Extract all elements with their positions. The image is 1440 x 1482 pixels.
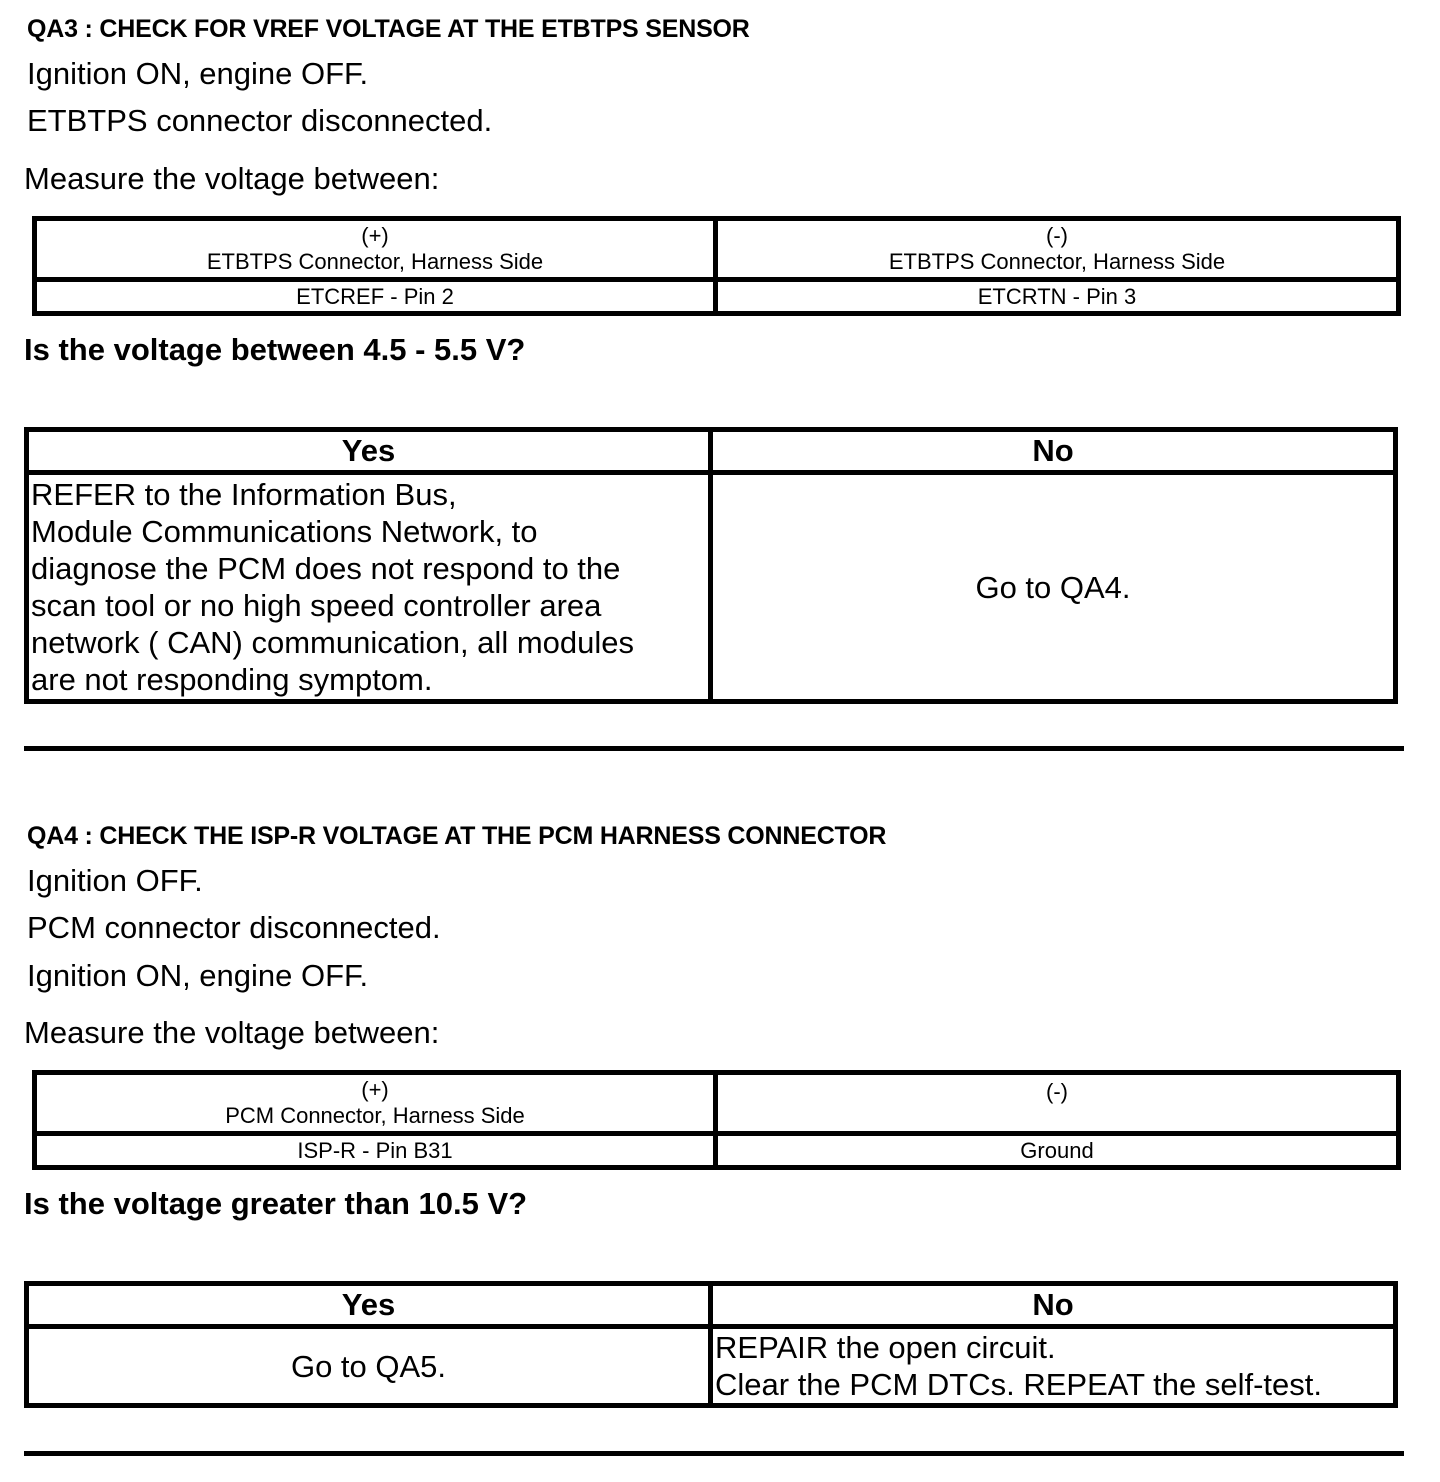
yes-answer-line: are not responding symptom. [31, 662, 433, 697]
no-header: No [711, 1284, 1396, 1327]
positive-pin: ISP-R - Pin B31 [35, 1134, 716, 1168]
section-divider [24, 746, 1404, 751]
measure-table-qa3 [32, 216, 1401, 316]
measure-header-row [35, 1073, 1399, 1134]
negative-probe-cell [716, 219, 1399, 280]
answer-header-row [27, 430, 1396, 473]
measure-label: Measure the voltage between: [24, 161, 440, 196]
measure-label: Measure the voltage between: [24, 1015, 440, 1050]
positive-probe-cell [35, 219, 716, 280]
yes-answer-line: diagnose the PCM does not respond to the [31, 551, 621, 586]
no-answer-cell [711, 1327, 1396, 1406]
answer-table-qa3 [24, 427, 1398, 704]
answer-body-row [27, 473, 1396, 702]
yes-answer-line: Module Communications Network, to [31, 514, 538, 549]
yes-answer-line: Go to QA5. [290, 1348, 447, 1384]
measure-table-qa4 [32, 1070, 1401, 1170]
answer-header-row [27, 1284, 1396, 1327]
measure-pin-row [35, 1134, 1399, 1168]
positive-sign: (+) [361, 223, 389, 248]
question-text: Is the voltage greater than 10.5 V? [24, 1186, 528, 1221]
step-text: Ignition OFF. [27, 863, 203, 898]
yes-answer-line: REFER to the Information Bus, [31, 477, 457, 512]
positive-location: ETBTPS Connector, Harness Side [206, 249, 544, 274]
yes-answer-cell [27, 1327, 711, 1406]
positive-probe-cell [35, 1073, 716, 1134]
step-text: Ignition ON, engine OFF. [27, 958, 369, 993]
yes-header: Yes [27, 430, 711, 473]
step-text: Ignition ON, engine OFF. [27, 56, 369, 91]
no-answer-line: REPAIR the open circuit. [715, 1330, 1056, 1365]
answer-table-qa4 [24, 1281, 1398, 1408]
yes-answer-cell [27, 473, 711, 702]
negative-sign: (-) [1046, 1079, 1068, 1104]
no-answer-line: Clear the PCM DTCs. REPEAT the self-test. [715, 1367, 1322, 1402]
measure-pin-row [35, 280, 1399, 314]
section-heading-qa3: QA3 : CHECK FOR VREF VOLTAGE AT THE ETBTPS SENSOR [27, 15, 750, 43]
question-text: Is the voltage between 4.5 - 5.5 V? [24, 332, 526, 367]
negative-pin: ETCRTN - Pin 3 [716, 280, 1399, 314]
yes-answer-line: scan tool or no high speed controller area [31, 588, 602, 623]
positive-sign: (+) [361, 1077, 389, 1102]
negative-sign: (-) [1046, 223, 1068, 248]
negative-pin: Ground [716, 1134, 1399, 1168]
positive-pin: ETCREF - Pin 2 [35, 280, 716, 314]
section-heading-qa4: QA4 : CHECK THE ISP-R VOLTAGE AT THE PCM HARNESS CONNECTOR [27, 822, 887, 850]
no-answer-line: Go to QA4. [975, 569, 1131, 605]
step-text: PCM connector disconnected. [27, 910, 441, 945]
no-answer-cell [711, 473, 1396, 702]
yes-header: Yes [27, 1284, 711, 1327]
negative-probe-cell [716, 1073, 1399, 1134]
yes-answer-line: network ( CAN) communication, all modules [31, 625, 634, 660]
no-header: No [711, 430, 1396, 473]
measure-header-row [35, 219, 1399, 280]
positive-location: PCM Connector, Harness Side [225, 1103, 525, 1128]
answer-body-row [27, 1327, 1396, 1406]
negative-location: ETBTPS Connector, Harness Side [888, 249, 1226, 274]
section-divider [24, 1451, 1404, 1456]
step-text: ETBTPS connector disconnected. [27, 103, 493, 138]
